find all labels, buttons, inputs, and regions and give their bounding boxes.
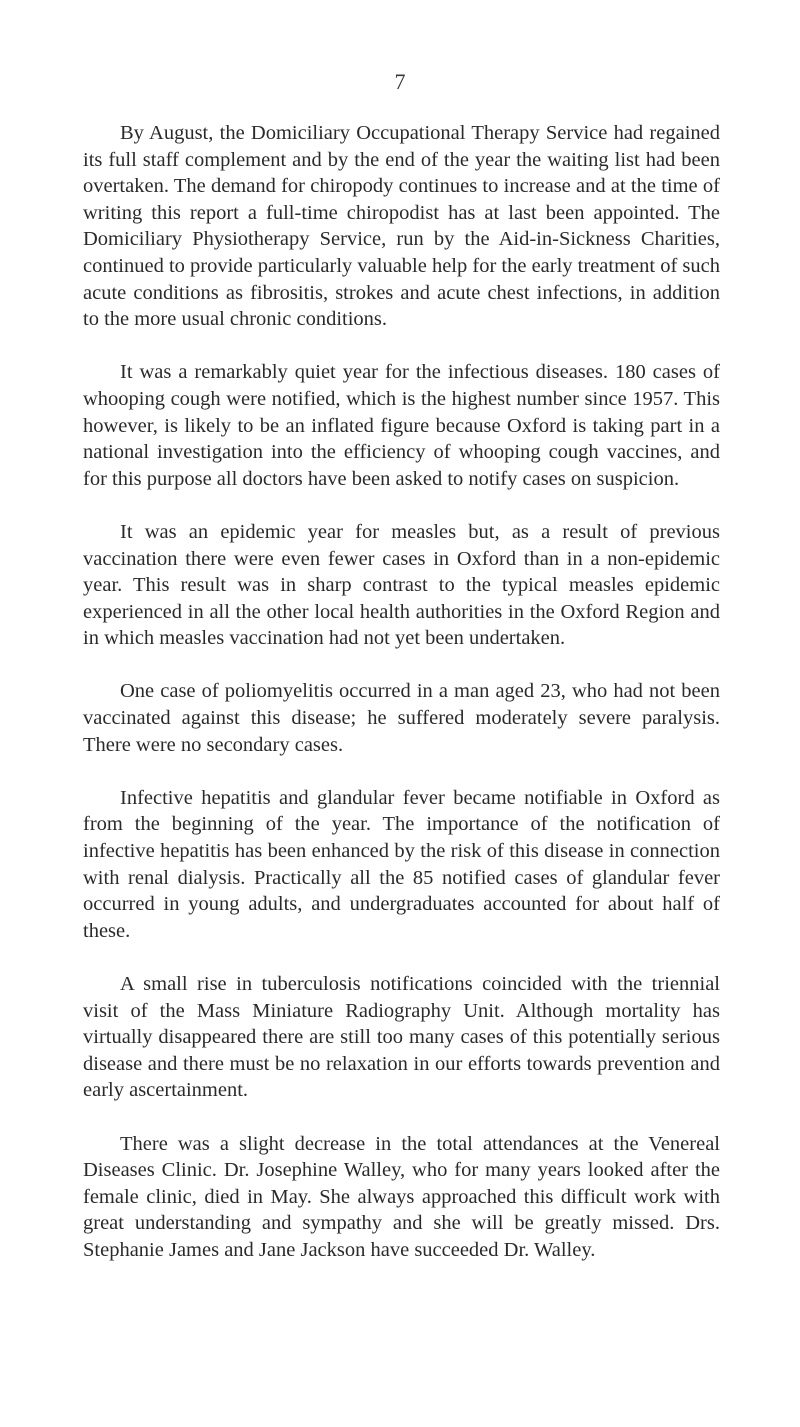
- paragraph-whooping-cough: It was a remarkably quiet year for the infectious diseases. 180 cases of whooping cough were notified, which is the highest number since 1957. This however, is likely to be an inflated figure because Oxford is taking part in a national investigation into the efficiency of whooping cough vaccines, and for this purpose all doctors have been asked to notify cases on suspicion.: [83, 361, 720, 490]
- paragraph-measles: It was an epidemic year for measles but, as a result of previous vaccination there were even fewer cases in Oxford than in a non-epidemic year. This result was in sharp contrast to the typical measles epidemic experienced in all the other local health authorities in the Oxford Region and in which measles vaccination had not yet been undertaken.: [83, 520, 720, 650]
- paragraph-tuberculosis: A small rise in tuberculosis notifications coincided with the triennial visit of the Mass Miniature Radiography Unit. Although mortality has virtually disappeared there are still too many cases of this potentially serious disease and there must be no relaxation in our efforts towards prevention and early ascertainment.: [83, 973, 720, 1102]
- paragraph-domiciliary-services: By August, the Domiciliary Occupational Therapy Service had regained its full staff complement and by the end of the year the waiting list had been overtaken. The demand for chiropody continues to increase and at the time of writing this report a full-time chiropodist has at last been appointed. The Domiciliary Physiotherapy Service, run by the Aid-in-Sickness Charities, continued to provide particularly valuable help for the early treatment of such acute conditions as fibrositis, strokes and acute chest infections, in addition to the more usual chronic conditions.: [83, 122, 720, 331]
- paragraph-poliomyelitis: One case of poliomyelitis occurred in a man aged 23, who had not been vaccinated against this disease; he suffered moderately severe paralysis. There were no secondary cases.: [83, 680, 720, 756]
- paragraph-venereal-diseases-clinic: There was a slight decrease in the total attendances at the Venereal Diseases Clinic. Dr. Josephine Walley, who for many years looked after the female clinic, died in May. She always approached this difficult work with great understanding and sympathy and she will be greatly missed. Drs. Stephanie James and Jane Jackson have succeeded Dr. Walley.: [83, 1132, 720, 1261]
- page-number: 7: [394, 69, 406, 94]
- paragraph-hepatitis-glandular-fever: Infective hepatitis and glandular fever became notifiable in Oxford as from the beginning of the year. The importance of the notification of infective hepatitis has been enhanced by the risk of this disease in connection with renal dialysis. Practically all the 85 notified cases of glandular fever occurred in young adults, and undergraduates accounted for about half of these.: [83, 786, 720, 942]
- report-body: [83, 120, 720, 1264]
